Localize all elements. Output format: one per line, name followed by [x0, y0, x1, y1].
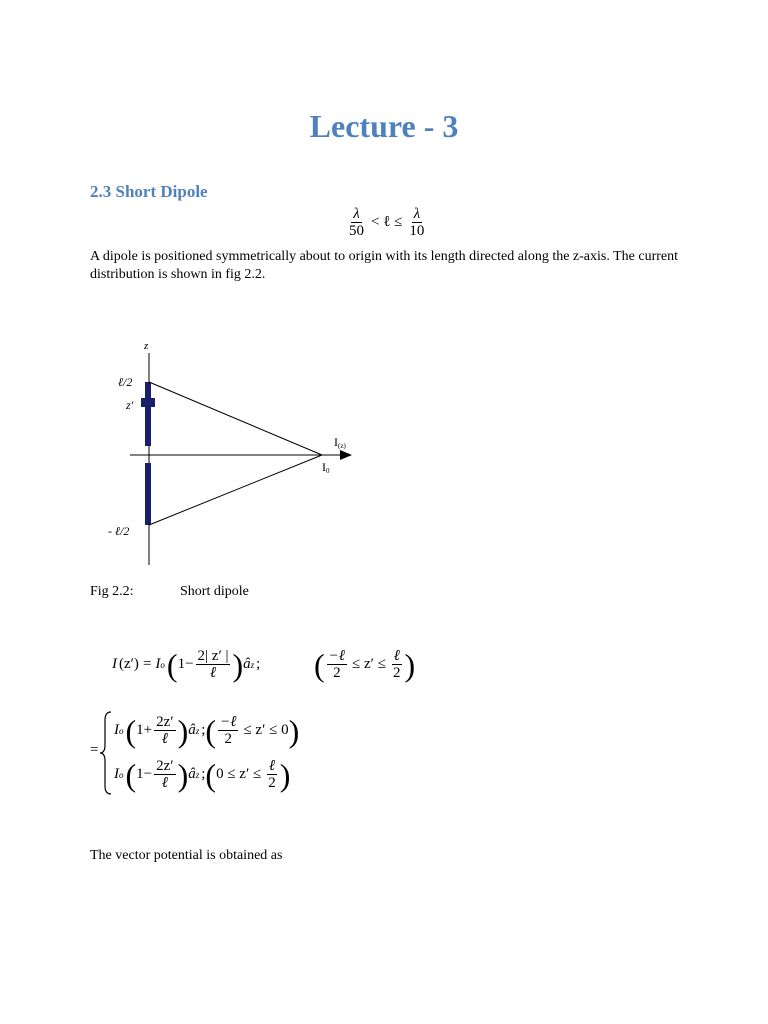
- eq1-range-num: −ℓ: [328, 648, 346, 664]
- condition-fraction-right: [407, 206, 426, 239]
- row1-fraction: [154, 714, 175, 747]
- dipole-upper-arm: [145, 382, 151, 446]
- row2-open: 1−: [136, 766, 153, 782]
- i0-label: [322, 460, 330, 475]
- eq1-lhs: I: [112, 656, 117, 672]
- row1-range-frac: [218, 714, 238, 747]
- piecewise-row-2: [114, 758, 290, 791]
- bottom-length-label: - ℓ/2: [108, 524, 130, 538]
- condition-den-left: 50: [349, 223, 364, 239]
- eq1-range-den2: 2: [392, 665, 401, 681]
- row2-io: I: [114, 766, 119, 782]
- section-heading: 2.3 Short Dipole: [90, 182, 208, 201]
- eq1-range-frac-left: [327, 648, 347, 681]
- row1-range-close: ): [288, 712, 300, 749]
- row1-unit-sub: z: [195, 725, 200, 736]
- condition-num-right: λ: [413, 206, 421, 222]
- figure-caption-label: Fig 2.2:: [90, 584, 134, 599]
- row2-range-open: (: [205, 756, 217, 793]
- eq1-io-sub: o: [160, 659, 165, 670]
- row1-range-den: 2: [224, 731, 233, 747]
- current-lower-line: [149, 455, 322, 525]
- current-label-sub: (z): [338, 442, 346, 450]
- eq1-frac-den: ℓ: [209, 665, 217, 681]
- row2-range-den: 2: [268, 775, 276, 791]
- row2-fraction: [154, 758, 175, 791]
- eq1-unit-sub: z: [250, 659, 255, 670]
- eq1-paren-close: ): [232, 646, 244, 683]
- vector-potential-text: The vector potential is obtained as: [90, 848, 283, 863]
- eq1-frac-num: 2| z′ |: [197, 648, 229, 664]
- row2-io-sub: o: [119, 769, 124, 780]
- current-label: [334, 435, 346, 450]
- eq1-fraction: [196, 648, 231, 681]
- row1-open: 1+: [136, 722, 153, 738]
- row1-frac-den: ℓ: [161, 731, 168, 747]
- i0-label-sub: 0: [326, 467, 330, 475]
- piecewise-eq-sign: =: [90, 742, 99, 758]
- current-equation: [112, 648, 260, 681]
- row1-range-num: −ℓ: [220, 714, 237, 730]
- brace-path: [100, 712, 111, 794]
- z-axis-label: z: [144, 340, 149, 352]
- piecewise-row-1: [114, 714, 299, 747]
- zprime-marker: [141, 398, 155, 407]
- dipole-figure: [100, 335, 370, 570]
- condition-den-right: 10: [409, 223, 425, 239]
- eq1-range-mid: ≤ z′ ≤: [352, 656, 386, 672]
- row2-range-close: ): [279, 756, 291, 793]
- row2-range-pre: 0 ≤ z′ ≤: [216, 766, 262, 782]
- eq1-range-close: ): [404, 646, 416, 683]
- eq1-range-frac-right: [391, 648, 403, 681]
- row1-unit: â: [188, 722, 196, 738]
- row2-semi: ;: [201, 766, 206, 782]
- current-upper-line: [149, 382, 322, 455]
- row1-paren-close: ): [177, 712, 189, 749]
- row1-range-open: (: [205, 712, 217, 749]
- row2-paren-close: ): [177, 756, 189, 793]
- eq1-eq: =: [142, 656, 152, 672]
- row2-range-num: ℓ: [268, 758, 276, 774]
- page-title: Lecture - 3: [309, 108, 459, 144]
- condition-num-left: λ: [353, 206, 360, 222]
- i0-label-main: I: [322, 460, 326, 474]
- zprime-label: z': [126, 398, 134, 412]
- piecewise-brace: [99, 710, 113, 796]
- condition-fraction-left: [347, 206, 366, 239]
- eq1-range-den: 2: [333, 665, 341, 681]
- row1-io: I: [114, 722, 119, 738]
- eq1-arg: (z′): [119, 656, 139, 672]
- row2-paren-open: (: [125, 756, 137, 793]
- horizontal-arrow-head: [340, 450, 352, 460]
- figure-caption-text: Short dipole: [180, 584, 249, 599]
- eq1-io: I: [155, 656, 161, 672]
- eq1-open: 1−: [177, 656, 194, 672]
- dipole-lower-arm: [145, 463, 151, 525]
- row2-unit-sub: z: [195, 769, 200, 780]
- intro-paragraph: A dipole is positioned symmetrically about to origin with its length directed along the z-axis. The current distribution is shown in fig 2.2.: [90, 249, 679, 282]
- row1-io-sub: o: [119, 725, 124, 736]
- row1-paren-open: (: [125, 712, 137, 749]
- eq1-semi: ;: [256, 656, 261, 672]
- top-length-label: ℓ/2: [118, 375, 133, 389]
- condition-middle: < ℓ ≤: [371, 214, 403, 230]
- eq1-range-open: (: [314, 646, 325, 683]
- row1-frac-num: 2z′: [156, 714, 174, 730]
- row1-range-rest: ≤ z′ ≤ 0: [243, 722, 289, 738]
- current-equation-range: [314, 648, 415, 681]
- row2-range-frac: [266, 758, 278, 791]
- row2-unit: â: [188, 766, 196, 782]
- eq1-paren-open: (: [166, 646, 178, 683]
- eq1-range-num2: ℓ: [393, 648, 400, 664]
- current-label-main: I: [334, 435, 338, 449]
- row2-frac-num: 2z′: [156, 758, 174, 774]
- eq1-unit: â: [243, 656, 251, 672]
- row2-frac-den: ℓ: [161, 775, 168, 791]
- row1-semi: ;: [201, 722, 206, 738]
- length-condition: [345, 206, 428, 239]
